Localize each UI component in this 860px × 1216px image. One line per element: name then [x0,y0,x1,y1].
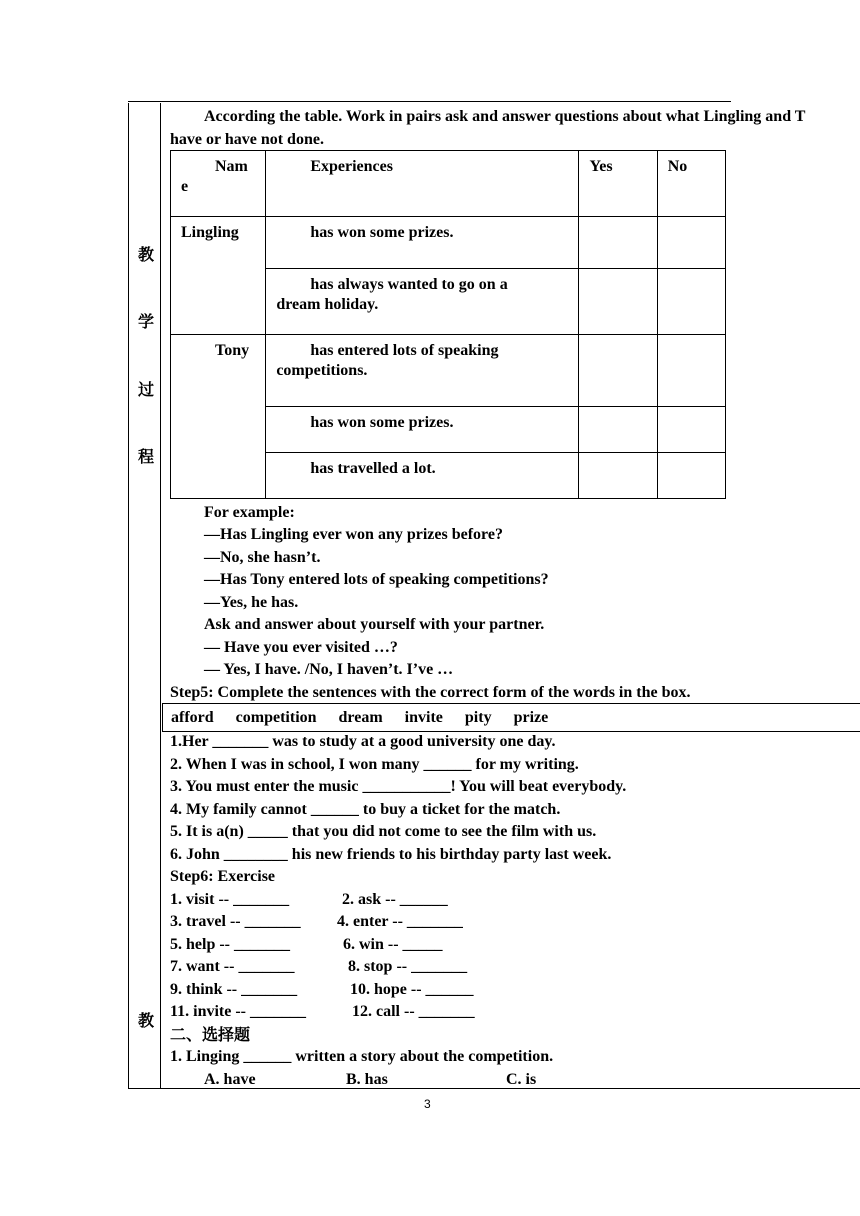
cell-no[interactable] [657,269,725,335]
word-item: competition [235,709,317,726]
table-row [171,335,726,407]
step5-sentence: 6. John ________ his new friends to his birthday party last week. [170,846,612,863]
example-title: For example: [204,504,295,521]
option-a: A. have [204,1071,256,1088]
top-rule [128,101,731,102]
step6-item: 2. ask -- ______ [342,891,448,908]
section2-question-1: 1. Linging ______ written a story about the competition. [170,1048,554,1065]
word-box [162,703,860,732]
example-line: —Has Tony entered lots of speaking competitions? [204,571,549,588]
step5-sentence: 5. It is a(n) _____ that you did not come to see the film with us. [170,823,597,840]
step6-item: 11. invite -- _______ [170,1003,306,1020]
option-b: B. has [346,1071,388,1088]
header-yes: Yes [579,151,657,217]
step6-item: 12. call -- _______ [352,1003,475,1020]
step5-sentence: 1.Her _______ was to study at a good university one day. [170,733,556,750]
cell-no[interactable] [657,453,725,499]
intro-line-2: have or have not done. [170,131,324,148]
header-name: Nam e [171,151,266,217]
side-label-jiao-2: 教 [137,1011,154,1030]
step5-title: Step5: Complete the sentences with the correct form of the words in the box. [170,684,691,701]
cell-yes[interactable] [579,453,657,499]
step5-sentence: 2. When I was in school, I won many ______ for my writing. [170,756,579,773]
cell-no[interactable] [657,335,725,407]
cell-yes[interactable] [579,335,657,407]
step6-item: 6. win -- _____ [343,936,443,953]
example-line: Ask and answer about yourself with your partner. [204,616,545,633]
table-row [171,217,726,269]
side-label-guo: 过 [137,380,154,399]
word-item: dream [338,709,383,726]
example-line: —Yes, he has. [204,594,299,611]
cell-experience: has entered lots of speaking competitions. [266,335,579,407]
cell-no[interactable] [657,407,725,453]
cell-experience: has won some prizes. [266,407,579,453]
side-label-jiao: 教 [137,245,154,264]
cell-experience: has travelled a lot. [266,453,579,499]
step5-sentence: 4. My family cannot ______ to buy a ticket for the match. [170,801,561,818]
section2-title: 二、选择题 [170,1025,251,1044]
step6-item: 10. hope -- ______ [350,981,474,998]
example-line: — Yes, I have. /No, I haven’t. I’ve … [204,661,454,678]
example-line: —Has Lingling ever won any prizes before? [204,526,503,543]
cell-yes[interactable] [579,217,657,269]
cell-yes[interactable] [579,407,657,453]
step6-item: 4. enter -- _______ [337,913,463,930]
step6-title: Step6: Exercise [170,868,276,885]
cell-no[interactable] [657,217,725,269]
page-number: 3 [424,1097,431,1111]
header-no: No [657,151,725,217]
experiences-table [170,150,726,499]
word-item: afford [171,709,214,726]
side-label-xue: 学 [137,312,154,331]
example-line: —No, she hasn’t. [204,549,321,566]
step6-item: 5. help -- _______ [170,936,290,953]
step6-item: 1. visit -- _______ [170,891,290,908]
table-header-row [171,151,726,217]
word-item: prize [513,709,549,726]
frame-left-border [128,103,129,1089]
cell-experience: has always wanted to go on a dream holiday. [266,269,579,335]
step6-item: 9. think -- _______ [170,981,298,998]
step6-item: 7. want -- _______ [170,958,295,975]
word-item: pity [464,709,492,726]
cell-experience: has won some prizes. [266,217,579,269]
cell-name-lingling: Lingling [171,217,266,335]
intro-line-1: According the table. Work in pairs ask and answer questions about what Lingling and T [204,108,806,125]
step6-item: 8. stop -- _______ [348,958,468,975]
step5-sentence: 3. You must enter the music ___________! You will beat everybody. [170,778,627,795]
cell-yes[interactable] [579,269,657,335]
step6-item: 3. travel -- _______ [170,913,301,930]
cell-name-tony: Tony [171,335,266,499]
frame-column-divider [160,103,161,1089]
example-line: — Have you ever visited …? [204,639,398,656]
side-label-cheng: 程 [137,447,154,466]
header-experiences: Experiences [266,151,579,217]
option-c: C. is [506,1071,537,1088]
word-item: invite [404,709,443,726]
